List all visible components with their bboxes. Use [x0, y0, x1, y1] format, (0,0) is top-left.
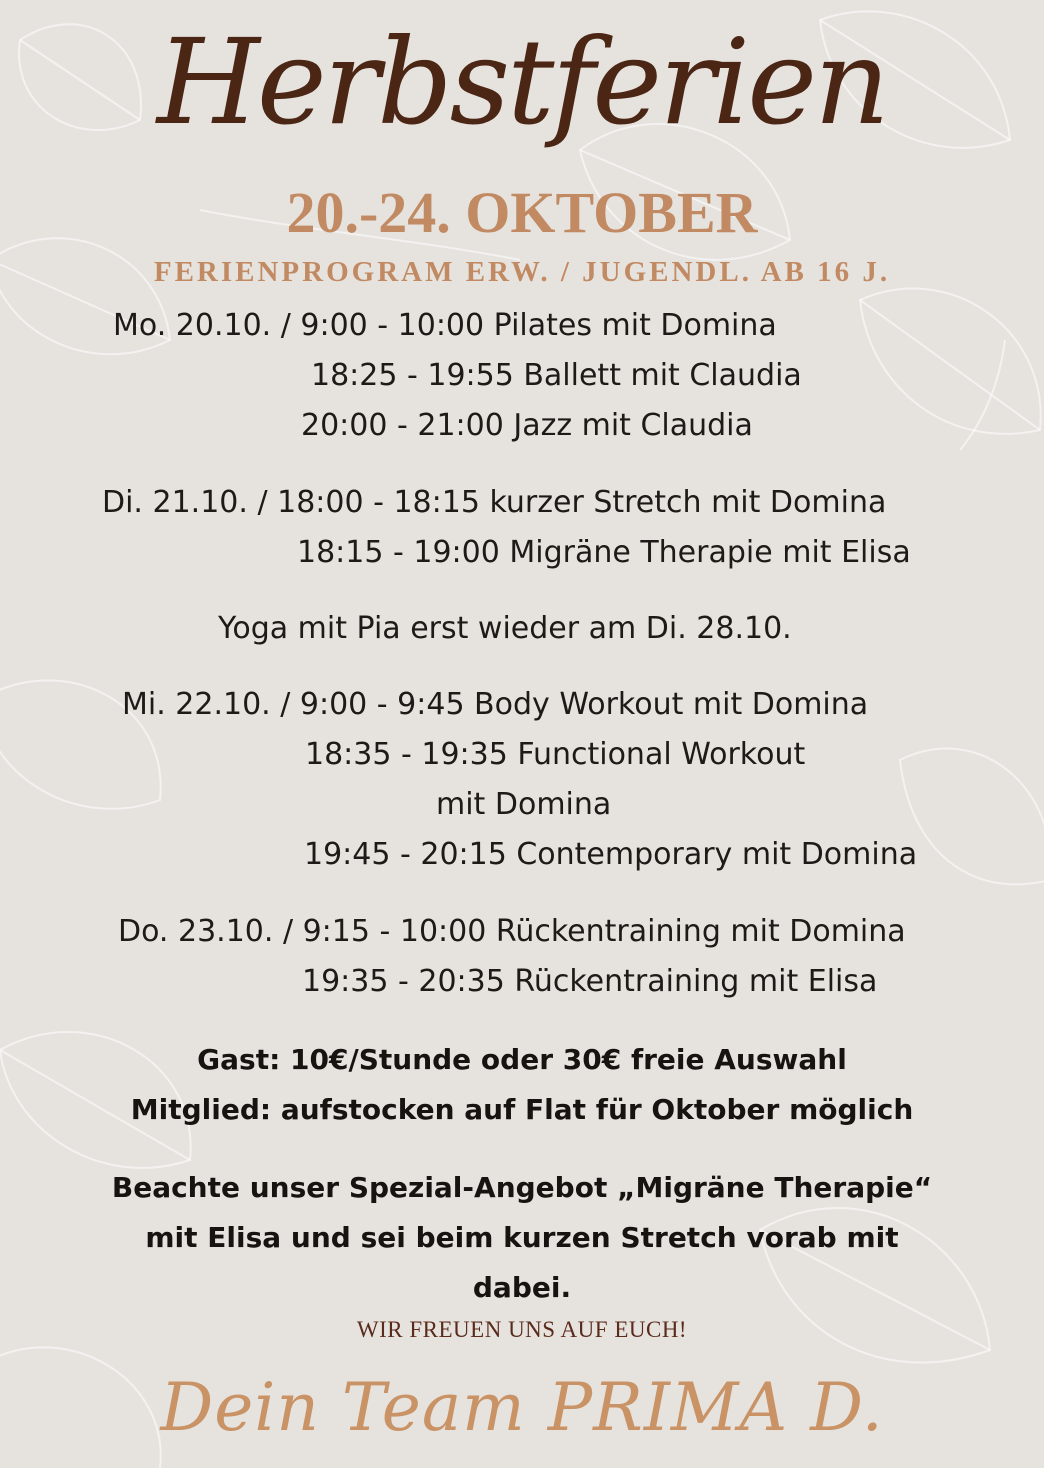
schedule-line-di-2: 18:15 - 19:00 Migräne Therapie mit Elisa: [297, 535, 911, 570]
offer-line-1: Beachte unser Spezial-Angebot „Migräne Therapie“: [111, 1171, 933, 1204]
schedule-line-mo-3: 20:00 - 21:00 Jazz mit Claudia: [301, 408, 753, 443]
schedule-line-do-1: Do. 23.10. / 9:15 - 10:00 Rückentraining mit Domina: [118, 914, 906, 949]
schedule-line-mi-2: 18:35 - 19:35 Functional Workout: [305, 737, 806, 772]
leaf-outline-mid-right: [900, 748, 1044, 884]
schedule-line-mi-1: Mi. 22.10. / 9:00 - 9:45 Body Workout mit Domina: [122, 687, 869, 722]
team-signature: Dein Team PRIMA D.: [160, 1369, 884, 1446]
price-member: Mitglied: aufstocken auf Flat für Oktober möglich: [130, 1093, 914, 1126]
closing-message: WIR FREUEN UNS AUF EUCH!: [356, 1317, 688, 1342]
offer-line-2: mit Elisa und sei beim kurzen Stretch vorab mit: [145, 1221, 899, 1254]
schedule-line-do-2: 19:35 - 20:35 Rückentraining mit Elisa: [302, 964, 878, 999]
schedule-line-mo-1: Mo. 20.10. / 9:00 - 10:00 Pilates mit Domina: [113, 308, 777, 343]
schedule-line-di-1: Di. 21.10. / 18:00 - 18:15 kurzer Stretch mit Domina: [102, 485, 887, 520]
price-guest: Gast: 10€/Stunde oder 30€ freie Auswahl: [197, 1043, 847, 1076]
yoga-note: Yoga mit Pia erst wieder am Di. 28.10.: [218, 611, 792, 646]
schedule-line-mi-3: mit Domina: [436, 787, 612, 822]
schedule-line-mi-4: 19:45 - 20:15 Contemporary mit Domina: [304, 837, 918, 872]
event-dates: 20.-24. OKTOBER: [286, 180, 758, 245]
schedule-line-mo-2: 18:25 - 19:55 Ballett mit Claudia: [311, 358, 802, 393]
program-subtitle: FERIENPROGRAM ERW. / JUGENDL. AB 16 J.: [153, 256, 891, 288]
page-title: Herbstferien: [156, 13, 888, 151]
offer-line-3: dabei.: [472, 1271, 572, 1304]
